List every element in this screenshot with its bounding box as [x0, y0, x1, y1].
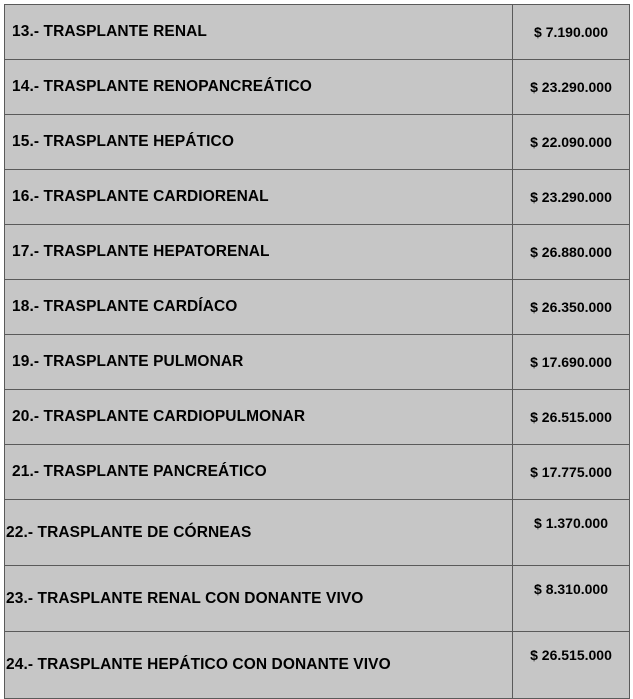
- procedure-name: 13.- TRASPLANTE RENAL: [5, 5, 513, 60]
- procedure-price: $ 8.310.000: [513, 566, 630, 632]
- procedure-name: 16.- TRASPLANTE CARDIORENAL: [5, 170, 513, 225]
- table-row: [5, 632, 630, 699]
- table-row: [5, 445, 630, 500]
- table-row: [5, 500, 630, 566]
- table-row: [5, 390, 630, 445]
- procedure-name: 19.- TRASPLANTE PULMONAR: [5, 335, 513, 390]
- procedure-name: 21.- TRASPLANTE PANCREÁTICO: [5, 445, 513, 500]
- transplant-price-table: [4, 4, 630, 699]
- procedure-name: 23.- TRASPLANTE RENAL CON DONANTE VIVO: [5, 566, 513, 632]
- procedure-price: $ 17.775.000: [513, 445, 630, 500]
- procedure-name: 20.- TRASPLANTE CARDIOPULMONAR: [5, 390, 513, 445]
- procedure-price: $ 1.370.000: [513, 500, 630, 566]
- procedure-name: 17.- TRASPLANTE HEPATORENAL: [5, 225, 513, 280]
- procedure-name: 24.- TRASPLANTE HEPÁTICO CON DONANTE VIVO: [5, 632, 513, 699]
- procedure-name: 14.- TRASPLANTE RENOPANCREÁTICO: [5, 60, 513, 115]
- procedure-price: $ 23.290.000: [513, 170, 630, 225]
- procedure-name: 22.- TRASPLANTE DE CÓRNEAS: [5, 500, 513, 566]
- table-row: [5, 170, 630, 225]
- procedure-price: $ 26.515.000: [513, 390, 630, 445]
- table-row: [5, 5, 630, 60]
- procedure-price: $ 22.090.000: [513, 115, 630, 170]
- table-row: [5, 566, 630, 632]
- procedure-price: $ 23.290.000: [513, 60, 630, 115]
- procedure-price: $ 26.350.000: [513, 280, 630, 335]
- procedure-price: $ 26.880.000: [513, 225, 630, 280]
- table-row: [5, 335, 630, 390]
- table-row: [5, 225, 630, 280]
- table-row: [5, 115, 630, 170]
- procedure-name: 15.- TRASPLANTE HEPÁTICO: [5, 115, 513, 170]
- table-row: [5, 60, 630, 115]
- procedure-price: $ 26.515.000: [513, 632, 630, 699]
- table-row: [5, 280, 630, 335]
- procedure-name: 18.- TRASPLANTE CARDÍACO: [5, 280, 513, 335]
- procedure-price: $ 7.190.000: [513, 5, 630, 60]
- procedure-price: $ 17.690.000: [513, 335, 630, 390]
